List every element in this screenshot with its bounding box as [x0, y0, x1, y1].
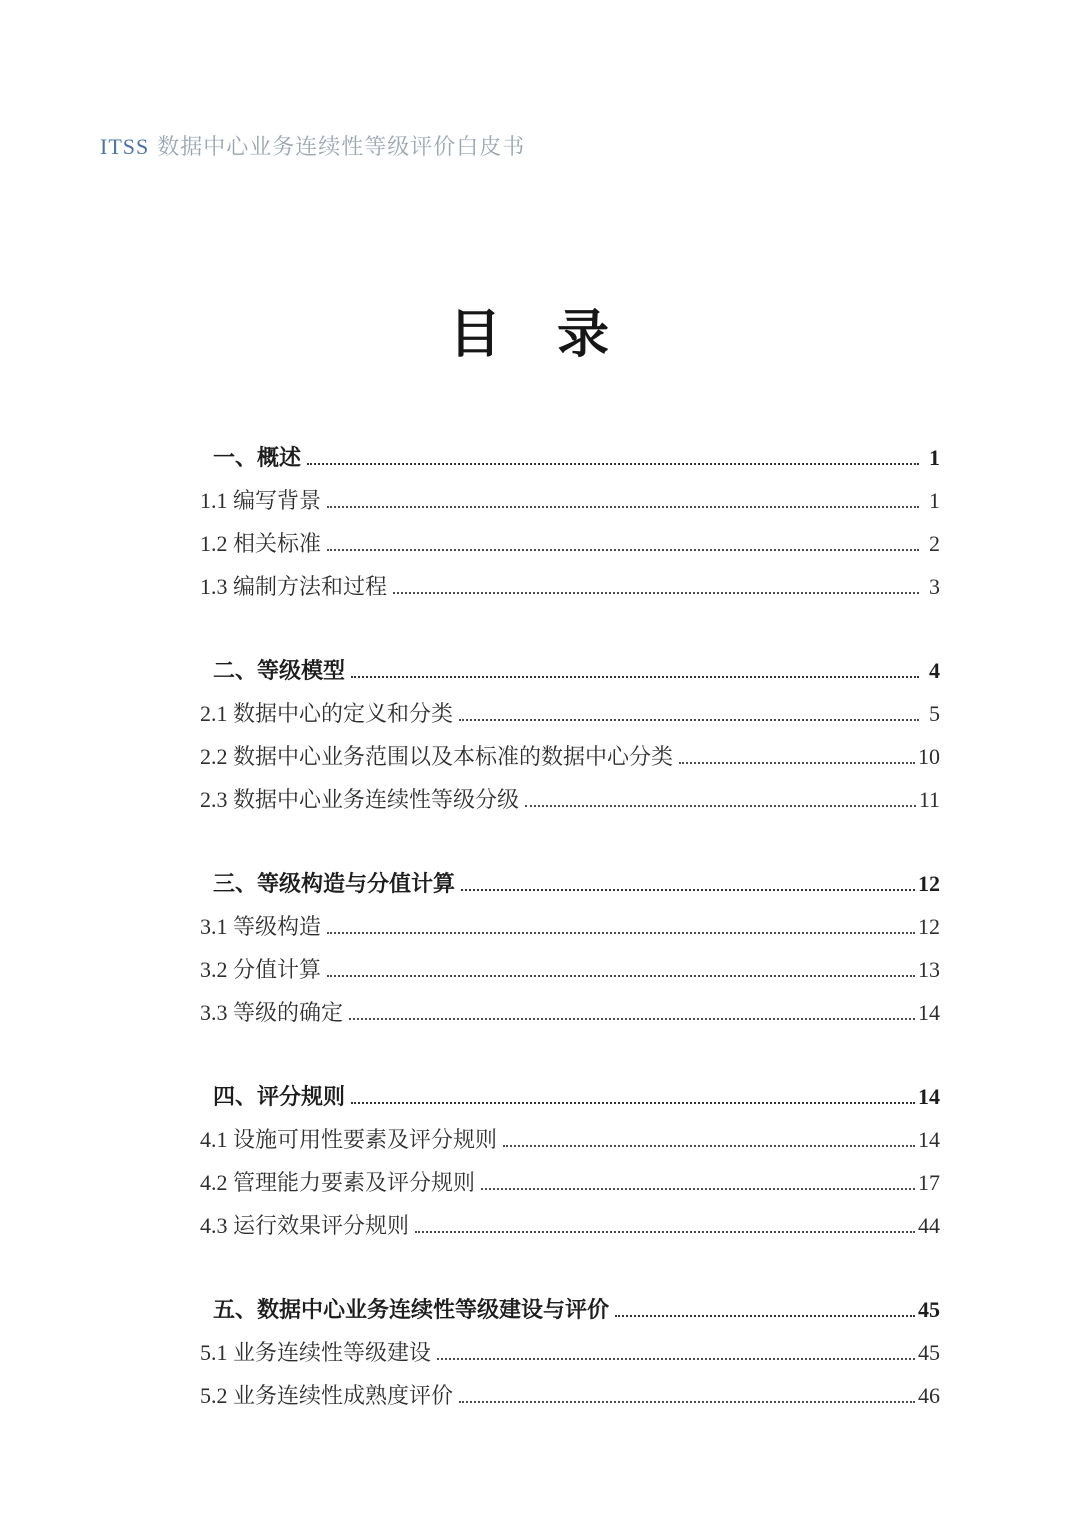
- toc-entry-page-number: 14: [918, 1127, 940, 1152]
- toc-entry-page-number: 12: [918, 871, 940, 896]
- toc-dot-leader: [393, 592, 919, 594]
- toc-entry-label: 1.2 相关标准: [200, 531, 322, 556]
- toc-dot-leader: [525, 805, 916, 807]
- toc-entry-page-number: 11: [918, 787, 940, 812]
- toc-entry[interactable]: [200, 565, 940, 608]
- toc-entry-label: 1.1 编写背景: [200, 488, 322, 513]
- toc-dot-leader: [327, 975, 915, 977]
- toc-entry-label: 3.3 等级的确定: [200, 1000, 344, 1025]
- toc-entry-label: 2.1 数据中心的定义和分类: [200, 701, 454, 726]
- toc-entry-page-number: 17: [918, 1170, 940, 1195]
- toc-entry-page-number: 45: [918, 1297, 940, 1322]
- toc-entry[interactable]: [200, 991, 940, 1034]
- toc-entry[interactable]: [200, 862, 940, 905]
- toc-dot-leader: [615, 1315, 915, 1317]
- toc-entry[interactable]: [200, 1288, 940, 1331]
- toc-dot-leader: [679, 762, 915, 764]
- toc-entry-label: 4.3 运行效果评分规则: [200, 1213, 410, 1238]
- toc-entry[interactable]: [200, 905, 940, 948]
- toc-section: [200, 436, 940, 608]
- toc-entry-label: 4.2 管理能力要素及评分规则: [200, 1170, 476, 1195]
- toc-entry[interactable]: [200, 1331, 940, 1374]
- toc-dot-leader: [327, 932, 915, 934]
- toc-entry-label: 2.3 数据中心业务连续性等级分级: [200, 787, 520, 812]
- toc-entry[interactable]: [200, 692, 940, 735]
- toc-entry-page-number: 10: [918, 744, 940, 769]
- toc-entry-page-number: 14: [918, 1084, 940, 1109]
- header-itss-logo: ITSS: [100, 134, 150, 159]
- toc-entry[interactable]: [200, 1374, 940, 1417]
- toc-entry-page-number: 4: [929, 658, 940, 683]
- toc-dot-leader: [307, 463, 919, 465]
- toc-entry-page-number: 14: [918, 1000, 940, 1025]
- toc-entry-page-number: 44: [918, 1213, 940, 1238]
- toc-entry-label: 五、数据中心业务连续性等级建设与评价: [213, 1297, 610, 1322]
- toc-entry[interactable]: [200, 1118, 940, 1161]
- toc-dot-leader: [349, 1018, 915, 1020]
- toc-entry-page-number: 2: [929, 531, 940, 556]
- toc-entry-page-number: 1: [929, 445, 940, 470]
- toc-section: [200, 862, 940, 1034]
- toc-dot-leader: [437, 1358, 915, 1360]
- toc-entry-page-number: 12: [918, 914, 940, 939]
- toc-entry-page-number: 1: [929, 488, 940, 513]
- toc-dot-leader: [351, 676, 919, 678]
- toc-title: 目 录: [448, 307, 611, 364]
- toc-entry[interactable]: [200, 948, 940, 991]
- toc-dot-leader: [459, 719, 919, 721]
- toc-dot-leader: [351, 1102, 915, 1104]
- toc-entry[interactable]: [200, 778, 940, 821]
- toc-section: [200, 1288, 940, 1417]
- toc: [200, 436, 940, 1417]
- toc-entry[interactable]: [200, 522, 940, 565]
- toc-entry[interactable]: [200, 1161, 940, 1204]
- document-header: [100, 130, 525, 161]
- toc-entry-label: 二、等级模型: [213, 658, 346, 683]
- toc-dot-leader: [327, 506, 919, 508]
- toc-entry-page-number: 3: [929, 574, 940, 599]
- toc-entry[interactable]: [200, 649, 940, 692]
- toc-dot-leader: [503, 1145, 915, 1147]
- toc-entry-label: 3.2 分值计算: [200, 957, 322, 982]
- toc-entry-label: 5.2 业务连续性成熟度评价: [200, 1383, 454, 1408]
- toc-entry-label: 3.1 等级构造: [200, 914, 322, 939]
- toc-dot-leader: [459, 1401, 915, 1403]
- toc-entry[interactable]: [200, 479, 940, 522]
- toc-entry-label: 三、等级构造与分值计算: [213, 871, 456, 896]
- toc-dot-leader: [481, 1188, 915, 1190]
- toc-entry[interactable]: [200, 735, 940, 778]
- toc-dot-leader: [327, 549, 919, 551]
- toc-entry-label: 一、概述: [213, 445, 302, 470]
- toc-dot-leader: [415, 1231, 915, 1233]
- toc-section: [200, 1075, 940, 1247]
- toc-entry-label: 2.2 数据中心业务范围以及本标准的数据中心分类: [200, 744, 674, 769]
- toc-entry-label: 4.1 设施可用性要素及评分规则: [200, 1127, 498, 1152]
- toc-dot-leader: [461, 889, 915, 891]
- toc-entry-label: 1.3 编制方法和过程: [200, 574, 388, 599]
- toc-entry-label: 四、评分规则: [213, 1084, 346, 1109]
- toc-entry[interactable]: [200, 1075, 940, 1118]
- toc-entry-page-number: 5: [929, 701, 940, 726]
- toc-entry[interactable]: [200, 436, 940, 479]
- header-title-text: 数据中心业务连续性等级评价白皮书: [157, 134, 526, 159]
- toc-entry-page-number: 46: [918, 1383, 940, 1408]
- toc-entry-page-number: 45: [918, 1340, 940, 1365]
- toc-entry-page-number: 13: [918, 957, 940, 982]
- toc-section: [200, 649, 940, 821]
- toc-entry-label: 5.1 业务连续性等级建设: [200, 1340, 432, 1365]
- toc-entry[interactable]: [200, 1204, 940, 1247]
